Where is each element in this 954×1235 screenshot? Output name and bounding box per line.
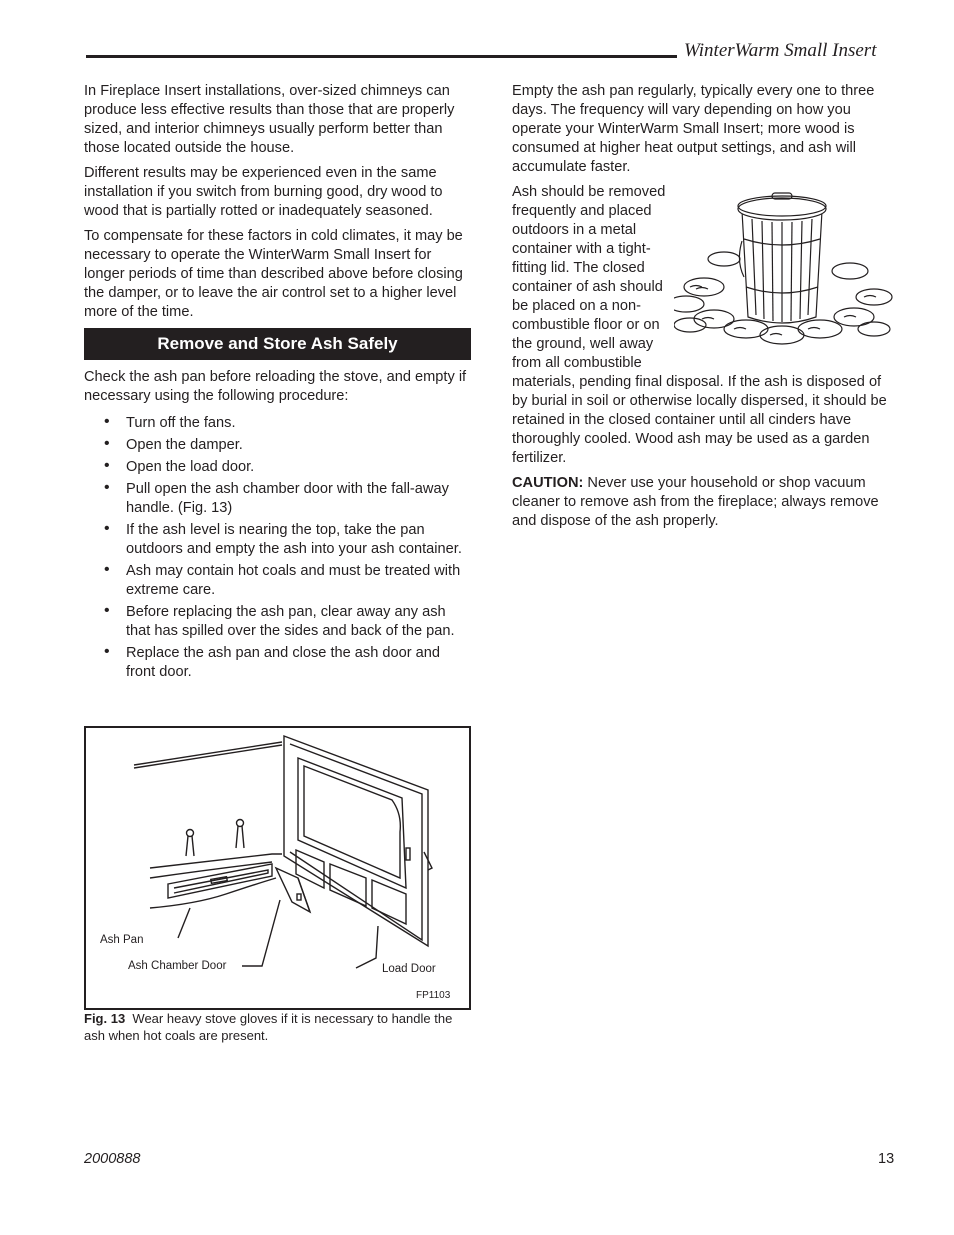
paragraph-empty-regularly: Empty the ash pan regularly, typically every one to three days. The frequency will vary depending on how you operate your WinterWarm Small Insert; more wood is consumed at higher heat output settings, and ash will accumulate faster.: [512, 83, 875, 175]
header-rule: [86, 55, 677, 58]
paragraph-wood: Different results may be experienced even in the same installation if you switch from burning good, dry wood to wood that is partially rotted or inadequately seasoned.: [84, 165, 443, 219]
bullet-icon: •: [104, 643, 110, 660]
ash-container-illustration: [674, 189, 898, 359]
list-item: • Pull open the ash chamber door with the fall-away handle. (Fig. 13): [104, 479, 449, 516]
procedure-intro: Check the ash pan before reloading the stove, and empty if necessary using the following procedure:: [84, 369, 467, 404]
page-header-title: WinterWarm Small Insert: [684, 40, 877, 61]
label-load-door: Load Door: [382, 963, 436, 975]
bullet-icon: •: [104, 435, 110, 452]
bullet-icon: •: [104, 520, 110, 537]
label-ash-pan: Ash Pan: [100, 934, 144, 946]
figure-caption-text: Wear heavy stove gloves if it is necessary to handle the ash when hot coals are present.: [84, 1011, 453, 1043]
list-item: • Open the damper.: [104, 435, 243, 453]
paragraph-chimneys: In Fireplace Insert installations, over-sized chimneys can produce less effective results than those that are properly sized, and interior chimneys usually perform better than those located outside the house.: [84, 83, 455, 156]
list-item: • Ash may contain hot coals and must be treated with extreme care.: [104, 561, 461, 598]
bullet-icon: •: [104, 413, 110, 430]
figure-caption-label: Fig. 13: [84, 1011, 126, 1026]
doc-number: 2000888: [84, 1151, 141, 1167]
list-item: • If the ash level is nearing the top, take the pan outdoors and empty the ash into your ash container.: [104, 520, 462, 557]
bullet-icon: •: [104, 602, 110, 619]
page-number: 13: [878, 1151, 895, 1167]
bullet-icon: •: [104, 561, 110, 578]
list-item: • Turn off the fans.: [104, 413, 236, 431]
figure-caption: [84, 1010, 474, 1044]
caution-text: Never use your household or shop vacuum cleaner to remove ash from the fireplace; always remove and dispose of the ash properly.: [512, 475, 879, 529]
caution-label: CAUTION:: [512, 475, 584, 491]
list-item: • Replace the ash pan and close the ash door and front door.: [104, 643, 440, 680]
caution-paragraph: [512, 474, 898, 531]
figure-code: FP1103: [416, 990, 451, 1001]
figure-13: [84, 726, 471, 1010]
section-heading: Remove and Store Ash Safely: [84, 328, 471, 360]
trash-can-icon: [674, 189, 898, 359]
label-ash-chamber-door: Ash Chamber Door: [128, 960, 227, 972]
left-column: [84, 82, 470, 685]
bullet-icon: •: [104, 479, 110, 496]
right-column: [512, 82, 898, 537]
paragraph-ash-removal: Ash should be removed frequently and placed outdoors in a metal container with a tight-fitting lid. The closed container of ash should be placed on a non-combustible floor or on the ground, well away from all combustible materials, pending final disposal. If the ash is disposed of by burial in soil or otherwise locally dispersed, it should be retained in the closed container until all cinders have thoroughly cooled. Wood ash may be used as a garden fertilizer.: [512, 184, 887, 466]
list-item: • Before replacing the ash pan, clear away any ash that has spilled over the sides and back of the pan.: [104, 602, 455, 639]
procedure-list: [84, 414, 470, 682]
list-item: • Open the load door.: [104, 457, 255, 475]
bullet-icon: •: [104, 457, 110, 474]
paragraph-compensate: To compensate for these factors in cold climates, it may be necessary to operate the WinterWarm Small Insert for longer periods of time than described above before closing the damper, or to leave the air control set to a higher level more of the time.: [84, 228, 463, 320]
